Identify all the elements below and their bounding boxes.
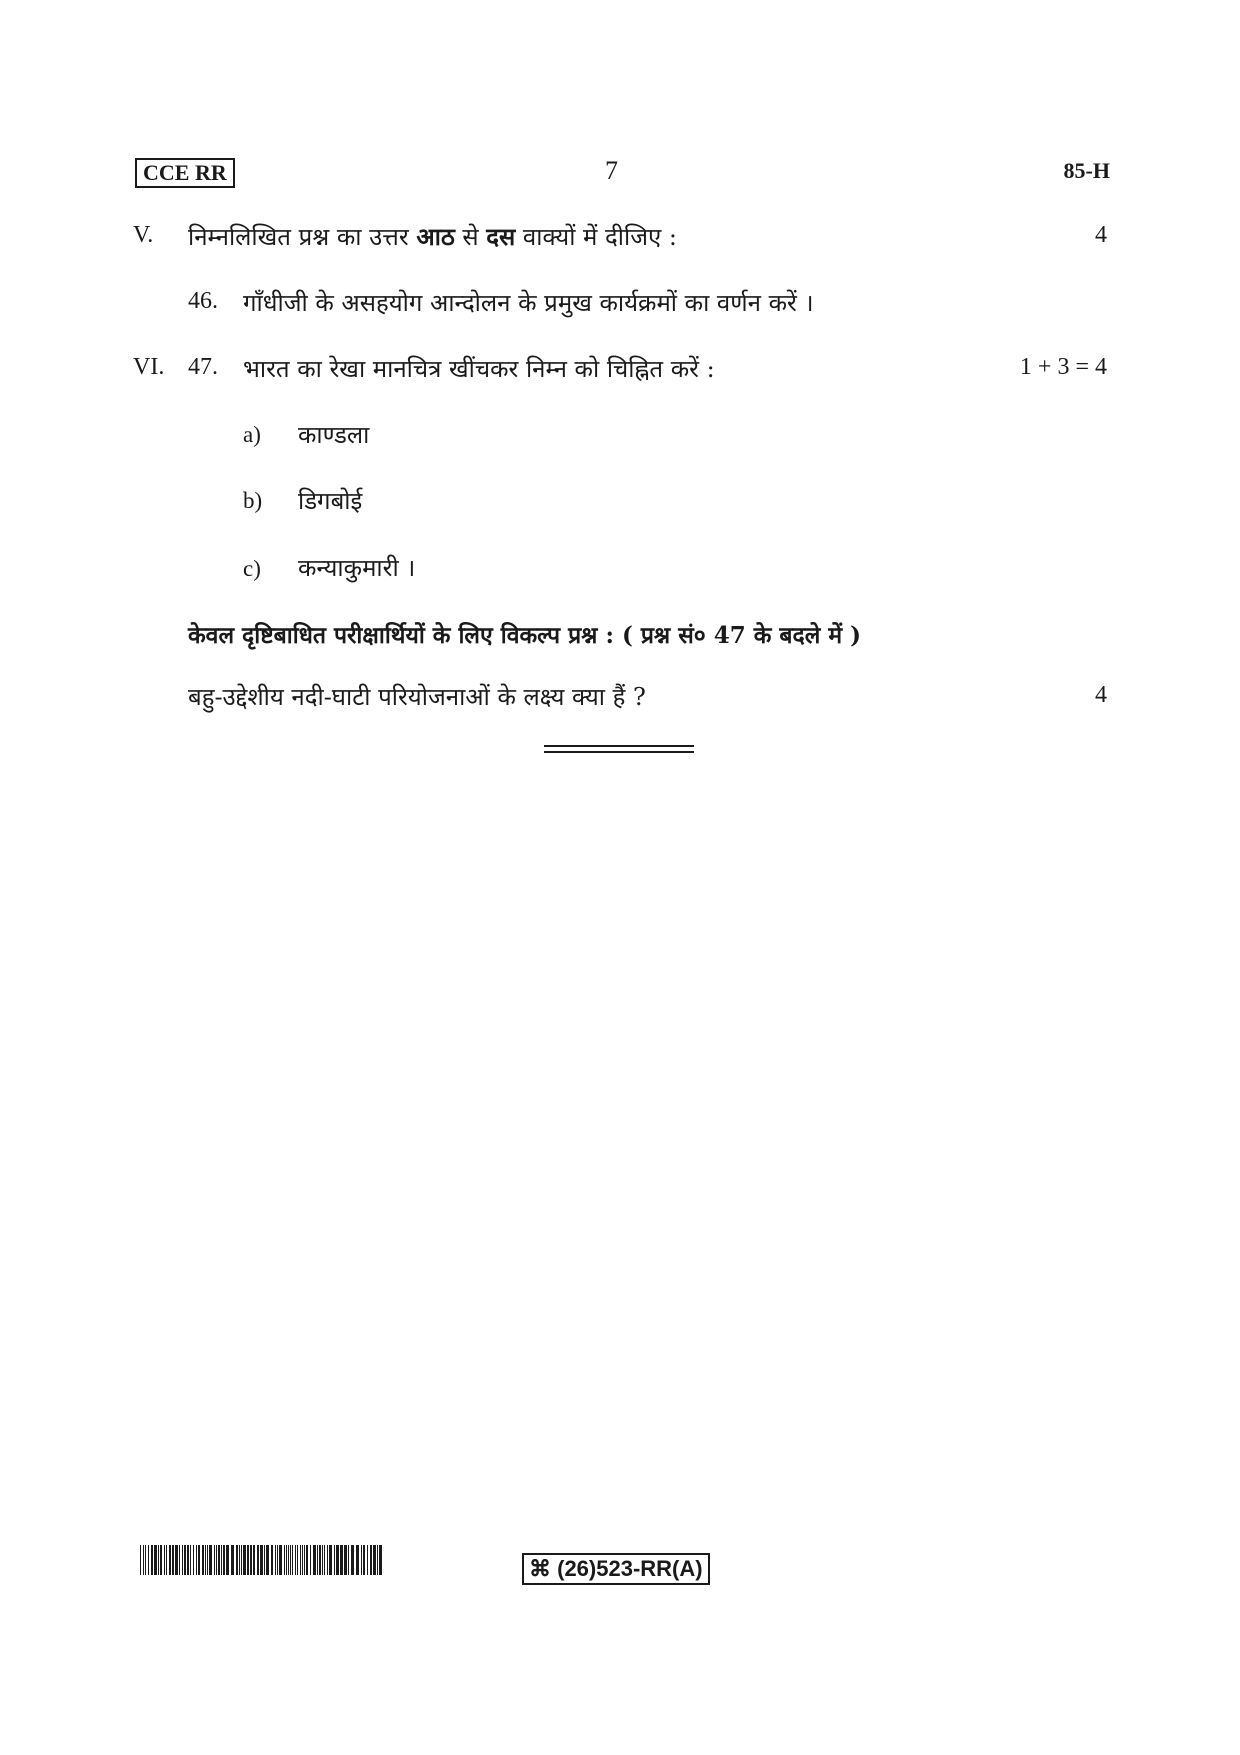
barcode-bar [187,1545,189,1575]
barcode-bar [250,1545,252,1575]
barcode-bar [292,1545,293,1575]
barcode-bar [140,1545,141,1575]
barcode-bar [336,1545,339,1575]
barcode-bar [166,1545,167,1575]
barcode-bar [356,1545,359,1575]
barcode-bar [148,1545,149,1575]
barcode-bar [226,1545,229,1575]
section-vi-roman: VI. [133,354,165,380]
barcode-bar [344,1545,347,1575]
barcode-bar [202,1545,204,1575]
barcode-bar [300,1545,301,1575]
item-text-a: काण्डला [298,421,370,449]
question-46-number: 46. [188,288,218,314]
alternate-question-text: बहु-उद्देशीय नदी-घाटी परियोजनाओं के लक्ष्य क्या हैं ? [188,683,646,711]
barcode-bar [288,1545,289,1575]
barcode-bar [253,1545,255,1575]
barcode-bar [351,1545,354,1575]
barcode-bar [151,1545,153,1575]
barcode-bar [377,1545,378,1575]
barcode-bar [313,1545,316,1575]
question-47-text: भारत का रेखा मानचित्र खींचकर निम्न को चिह्नित करें : [243,355,715,383]
barcode-bar [205,1545,206,1575]
barcode-bar [317,1545,318,1575]
instruction-text: वाक्यों में दीजिए : [515,223,677,251]
barcode-bar [264,1545,265,1575]
barcode-bar [334,1545,335,1575]
barcode-bar [266,1545,269,1575]
barcode-bar [302,1545,303,1575]
question-46-text: गाँधीजी के असहयोग आन्दोलन के प्रमुख कार्यक्रमों का वर्णन करें । [243,289,814,317]
barcode-bar [367,1545,368,1575]
barcode-bar [340,1545,343,1575]
end-rule-top [544,745,694,747]
question-47-number: 47. [188,354,218,380]
item-text-b: डिगबोई [298,487,363,515]
barcode-bar [329,1545,332,1575]
barcode-bar [236,1545,238,1575]
barcode-bar [169,1545,171,1575]
barcode-bar [143,1545,144,1575]
barcode-bar [361,1545,362,1575]
barcode-bar [275,1545,276,1575]
barcode-bar [373,1545,376,1575]
barcode-bar [271,1545,273,1575]
barcode-bar [363,1545,365,1575]
barcode-bar [277,1545,278,1575]
barcode-bar [247,1545,249,1575]
barcode-bar [306,1545,308,1575]
footer-code-box: ⌘ (26)523-RR(A) [522,1553,710,1585]
barcode-bar [231,1545,234,1575]
barcode-bar [243,1545,246,1575]
barcode-bar [304,1545,305,1575]
barcode-bar [379,1545,382,1575]
barcode-bar [260,1545,263,1575]
barcode-bar [164,1545,165,1575]
barcode-bar [145,1545,146,1575]
barcode-bar [257,1545,259,1575]
barcode-bar [209,1545,212,1575]
barcode-bar [182,1545,183,1575]
barcode-bar [184,1545,186,1575]
barcode-bar [198,1545,200,1575]
barcode-bar [223,1545,225,1575]
question-47-marks: 1 + 3 = 4 [1019,354,1107,380]
barcode-bar [327,1545,328,1575]
barcode-bar [348,1545,349,1575]
item-label-c: c) [243,556,261,581]
instruction-bold-ten: दस [486,222,516,251]
item-text-c: कन्याकुमारी । [298,554,416,582]
end-rule-bottom [544,751,694,753]
instruction-text: निम्नलिखित प्रश्न का उत्तर [188,223,417,251]
barcode-bar [322,1545,323,1575]
barcode-bar [196,1545,197,1575]
barcode-bar [221,1545,222,1575]
section-v-instruction [188,220,677,253]
barcode-bar [310,1545,311,1575]
instruction-text: से [454,223,487,251]
barcode-bar [290,1545,291,1575]
barcode-bar [214,1545,215,1575]
alternate-question-heading: केवल दृष्टिबाधित परीक्षार्थियों के लिए विकल्प प्रश्न : ( प्रश्न सं० 47 के बदले में ) [188,622,861,649]
barcode-bar [297,1545,298,1575]
barcode-bar [172,1545,174,1575]
barcode-bar [158,1545,159,1575]
instruction-bold-eight: आठ [416,222,455,251]
barcode-bar [279,1545,282,1575]
barcode-bar [160,1545,162,1575]
page-number: 7 [605,156,618,185]
barcode-bar [241,1545,242,1575]
item-label-b: b) [243,488,263,513]
paper-code: 85-H [1063,158,1110,183]
barcode-bar [218,1545,220,1575]
barcode-bar [216,1545,217,1575]
barcode-bar [175,1545,178,1575]
barcode-bar [295,1545,296,1575]
barcode-bar [319,1545,321,1575]
barcode-bar [370,1545,372,1575]
barcode-bar [284,1545,285,1575]
alternate-question-marks: 4 [1095,682,1107,708]
barcode-bar [179,1545,180,1575]
barcode-bar [286,1545,287,1575]
barcode-bar [193,1545,194,1575]
barcode-bar [324,1545,325,1575]
barcode [140,1545,383,1575]
barcode-bar [190,1545,191,1575]
item-label-a: a) [243,422,261,447]
section-v-roman: V. [133,222,154,248]
barcode-bar [207,1545,208,1575]
section-v-marks: 4 [1095,222,1107,248]
barcode-bar [239,1545,240,1575]
subject-code-box: CCE RR [135,158,235,188]
barcode-bar [154,1545,157,1575]
